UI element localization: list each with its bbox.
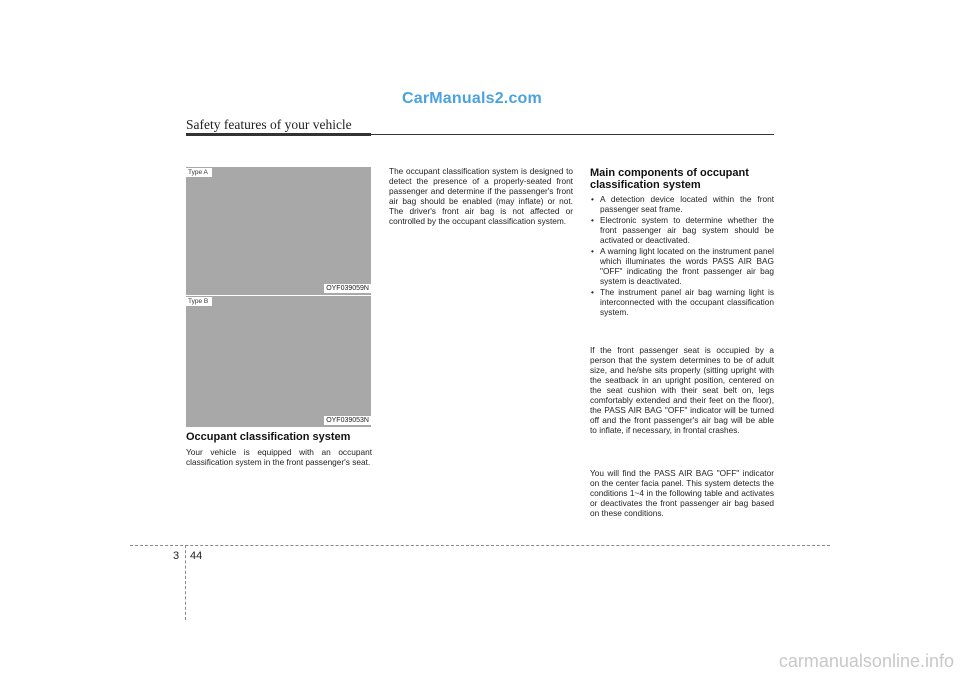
column2-paragraph: The occupant classification system is designed to detect the presence of a properly-seated front passenger and determine if the passenger's front air bag should be enabled (may inflate) or not. The driver's front air bag is not affected or controlled by the occupant classification system. (389, 166, 573, 226)
illustration-type-a (186, 167, 371, 295)
footer-divider (185, 545, 186, 620)
components-list (590, 194, 774, 318)
watermark-bottom: carmanualsonline.info (778, 651, 954, 671)
section-title-occupant-classification: Occupant classification system (186, 431, 351, 443)
type-a-label: Type A (186, 168, 212, 177)
chapter-number: 3 (173, 550, 180, 562)
footer-rule (130, 545, 830, 546)
image-a-code: OYF039059N (326, 285, 369, 292)
page-number: 44 (190, 550, 203, 562)
type-b-label: Type B (186, 297, 212, 306)
image-b-code: OYF039053N (326, 417, 369, 424)
watermark-top: CarManuals2.com (402, 90, 542, 107)
header-rule (371, 134, 774, 135)
indicator-paragraph: You will find the PASS AIR BAG "OFF" indicator on the center facia panel. This system detects the conditions 1~4 in the following table and activates or deactivates the front passenger air bag based on these conditions. (590, 468, 774, 518)
section-title-main-components: Main components of occupant classification system (590, 167, 749, 191)
page-header-title: Safety features of your vehicle (186, 117, 352, 132)
occupancy-paragraph: If the front passenger seat is occupied by a person that the system determines to be of adult size, and he/she sits properly (sitting upright with the seatback in an upright position, centered on the seat cushion with their seat belt on, legs comfortably extended and their feet on the floor), the PASS AIR BAG "OFF" indicator will be turned off and the front passenger's air bag will be able to inflate, if necessary, in frontal crashes. (590, 345, 774, 435)
list-item: • The instrument panel air bag warning light is interconnected with the occupant classification system. (590, 287, 774, 317)
section-body-occupant-classification: Your vehicle is equipped with an occupant classification system in the front passenger's seat. (186, 447, 372, 467)
list-item: • Electronic system to determine whether the front passenger air bag system should be activated or deactivated. (590, 215, 774, 245)
list-item: • A warning light located on the instrument panel which illuminates the words PASS AIR BAG "OFF" indicating the front passenger air bag system is deactivated. (590, 246, 774, 286)
header-bar (186, 133, 371, 136)
list-item: • A detection device located within the front passenger seat frame. (590, 194, 774, 214)
illustration-type-b (186, 296, 371, 427)
